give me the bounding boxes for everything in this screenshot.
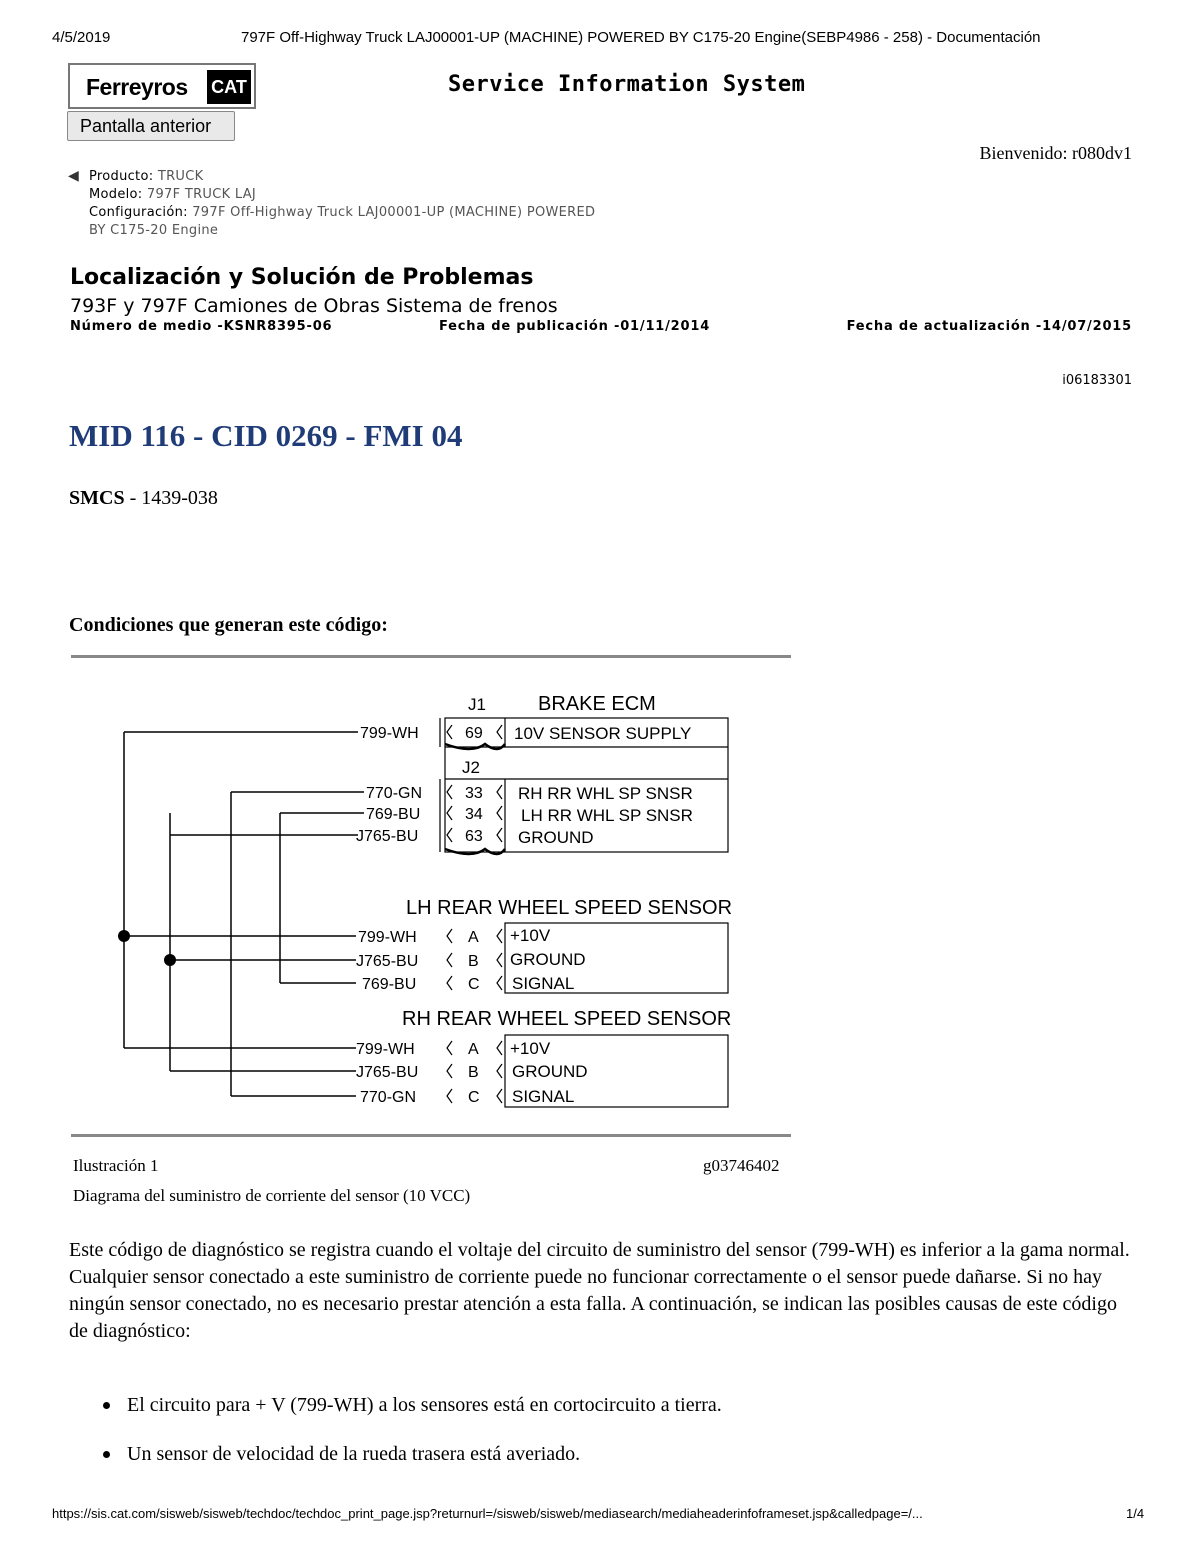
page-title: MID 116 - CID 0269 - FMI 04 [69, 418, 463, 453]
ecm-wire-3: 769-BU [366, 806, 421, 823]
ecm-wire-1: 799-WH [360, 725, 419, 742]
list-item-text: Un sensor de velocidad de la rueda trasera está averiado. [127, 1443, 581, 1465]
rh-wire-a: 799-WH [356, 1041, 415, 1058]
update-date: Fecha de actualización -14/07/2015 [846, 319, 1132, 334]
publication-date: Fecha de publicación -01/11/2014 [439, 319, 711, 334]
rh-func-c: SIGNAL [512, 1087, 575, 1106]
producto-value: TRUCK [157, 169, 204, 184]
conditions-heading: Condiciones que generan este código: [69, 614, 388, 636]
print-title: 797F Off-Highway Truck LAJ00001-UP (MACHINE) POWERED BY C175-20 Engine(SEBP4986 - 258) - Documentación [241, 29, 1041, 46]
ecm-func-3: LH RR WHL SP SNSR [521, 806, 693, 825]
rh-pin-c: C [468, 1089, 480, 1106]
ecm-pin-2: 33 [465, 785, 483, 802]
lh-wire-c: 769-BU [362, 976, 417, 993]
divider-bottom [71, 1134, 791, 1137]
lh-wire-b: J765-BU [356, 953, 419, 970]
back-button[interactable]: Pantalla anterior [67, 111, 235, 141]
j1-label: J1 [468, 695, 486, 714]
modelo-value: 797F TRUCK LAJ [146, 187, 257, 202]
welcome-text: Bienvenido: r080dv1 [979, 143, 1132, 163]
figure-label: Ilustración 1 [73, 1156, 159, 1175]
body-paragraph-1: Este código de diagnóstico se registra cuando el voltaje del circuito de suministro del sensor (799-WH) es inferior a la gama normal. [69, 1239, 1130, 1261]
smcs-code [69, 487, 218, 510]
lh-wire-a: 799-WH [358, 929, 417, 946]
lh-func-b: GROUND [510, 950, 586, 969]
page-number: 1/4 [1126, 1506, 1145, 1521]
list-item-text: El circuito para + V (799-WH) a los sensores está en cortocircuito a tierra. [127, 1394, 722, 1416]
list-item [103, 1392, 722, 1419]
smcs-label: SMCS [69, 487, 125, 509]
collapse-arrow-icon[interactable]: ◀ [68, 169, 79, 184]
reference-id: i06183301 [1062, 373, 1132, 388]
j2-label: J2 [462, 758, 480, 777]
splice-j765 [164, 954, 176, 966]
ecm-func-4: GROUND [518, 828, 594, 847]
lh-func-c: SIGNAL [512, 974, 575, 993]
rh-pin-b: B [468, 1064, 479, 1081]
print-url: https://sis.cat.com/sisweb/sisweb/techdoc/techdoc_print_page.jsp?returnurl=/sisweb/sisweb/mediasearch/mediaheaderinfoframeset.jsp&calledpage=/... [52, 1506, 923, 1521]
rh-sensor-title: RH REAR WHEEL SPEED SENSOR [402, 1008, 732, 1030]
lh-pin-c: C [468, 976, 480, 993]
ecm-pin-3: 34 [465, 806, 483, 823]
system-title: Service Information System [448, 72, 806, 97]
brake-ecm-label: BRAKE ECM [538, 693, 656, 715]
print-date: 4/5/2019 [52, 29, 111, 46]
config-label: Configuración: [89, 205, 188, 220]
modelo-label: Modelo: [89, 187, 143, 202]
splice-799 [118, 930, 130, 942]
ecm-pin-1: 69 [465, 725, 483, 742]
smcs-value: - 1439-038 [124, 487, 218, 509]
logo-brand: Ferreyros [86, 74, 188, 100]
config-value-line2: BY C175-20 Engine [89, 223, 219, 238]
list-item [103, 1441, 722, 1468]
config-value-line1: 797F Off-Highway Truck LAJ00001-UP (MACHINE) POWERED [192, 205, 596, 220]
rh-pin-a: A [468, 1041, 479, 1058]
rh-wire-c: 770-GN [360, 1089, 417, 1106]
wire-lines [124, 732, 364, 1096]
ecm-func-2: RH RR WHL SP SNSR [518, 784, 693, 803]
causes-list [103, 1392, 722, 1490]
rh-wire-b: J765-BU [356, 1064, 419, 1081]
body-text [69, 1237, 1139, 1345]
bullet-icon [103, 1402, 110, 1409]
lh-sensor-title: LH REAR WHEEL SPEED SENSOR [406, 897, 733, 919]
figure-description: Diagrama del suministro de corriente del sensor (10 VCC) [73, 1186, 471, 1205]
ecm-pin-4: 63 [465, 828, 483, 845]
ecm-wire-4: J765-BU [356, 828, 419, 845]
lh-func-a: +10V [510, 926, 551, 945]
divider-top [71, 655, 791, 658]
wiring-diagram [100, 680, 760, 1115]
ecm-wire-2: 770-GN [366, 785, 423, 802]
rh-func-a: +10V [510, 1039, 551, 1058]
lh-pin-b: B [468, 953, 479, 970]
cat-logo-icon: CAT [207, 70, 251, 104]
bullet-icon [103, 1451, 110, 1458]
lh-pin-a: A [468, 929, 479, 946]
figure-code: g03746402 [703, 1156, 780, 1175]
ferreyros-cat-logo [68, 63, 256, 109]
product-info [89, 168, 595, 240]
rh-func-b: GROUND [512, 1062, 588, 1081]
ecm-func-1: 10V SENSOR SUPPLY [514, 724, 692, 743]
media-number: Número de medio -KSNR8395-06 [70, 319, 333, 334]
body-paragraph-2: Cualquier sensor conectado a este suministro de corriente puede no funcionar correctamente o el sensor puede dañarse. Si no hay ningún sensor conectado, no es necesario prestar atención a esta falla. A continuación, se indican las posibles causas de este código de diagnóstico: [69, 1266, 1117, 1342]
document-title: Localización y Solución de Problemas [70, 265, 534, 290]
document-subtitle: 793F y 797F Camiones de Obras Sistema de frenos [70, 295, 558, 317]
producto-label: Producto: [89, 169, 154, 184]
